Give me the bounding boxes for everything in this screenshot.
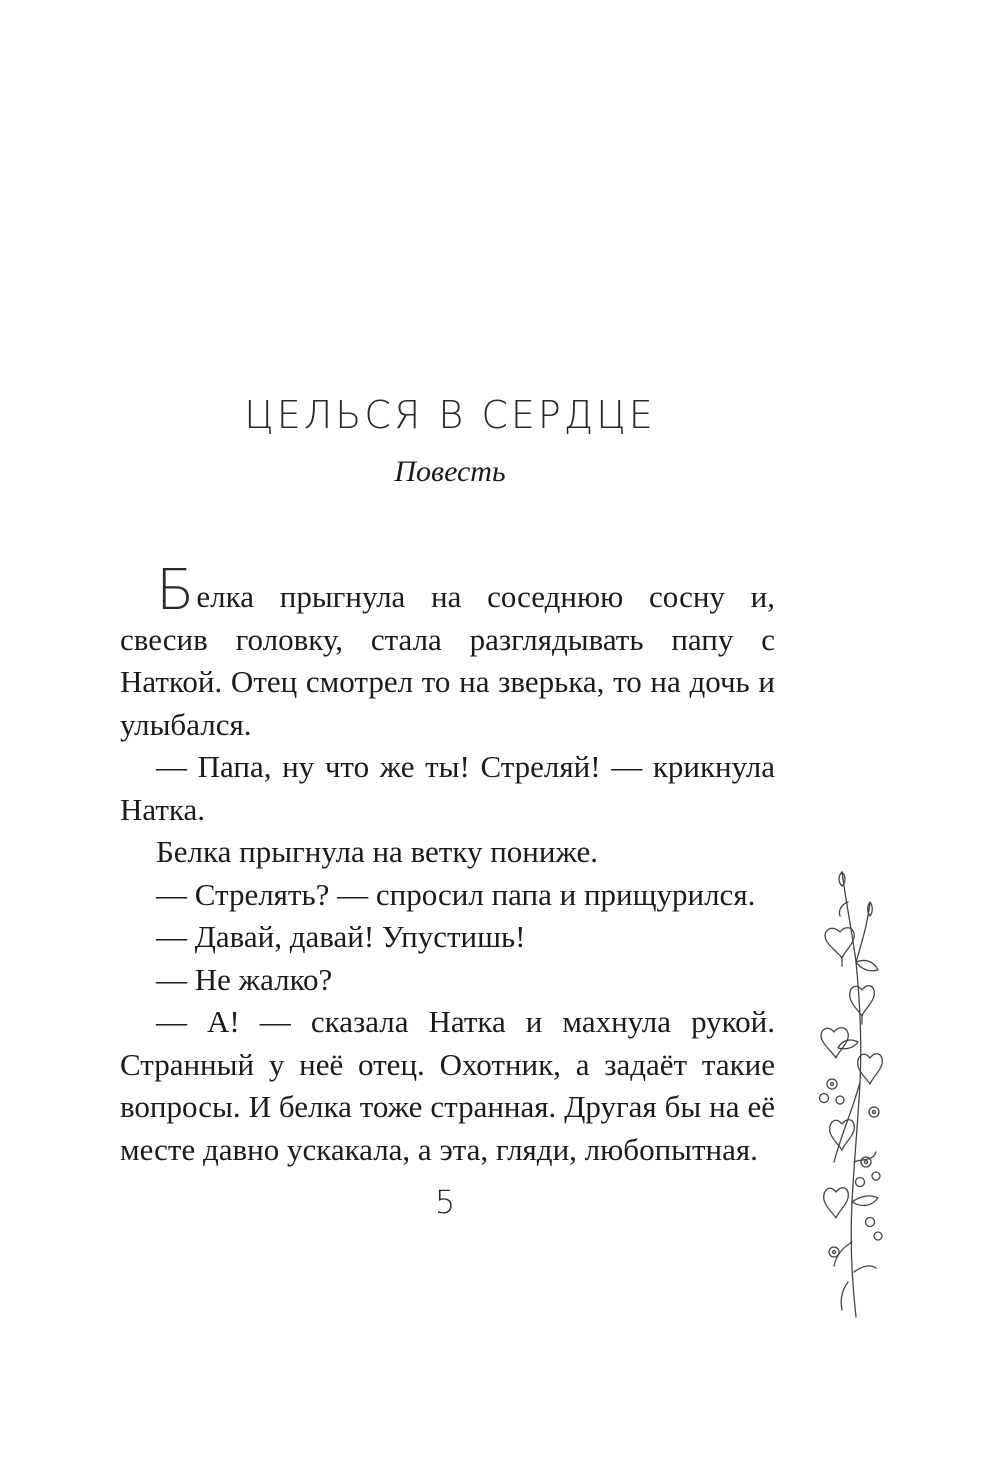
paragraph: — А! — сказала Натка и махнула рукой. Странный у неё отец. Охотник, а задаёт такие вопросы. И белка тоже странная. Другая бы на её месте давно ускакала, а эта, гляди, любопытная. xyxy=(120,1004,775,1167)
first-paragraph-text: елка прыгнула на соседнюю сосну и, свесив головку, стала разглядывать папу с Наткой. Отец смотрел то на зверька, то на дочь и улыбался. xyxy=(120,579,775,742)
first-paragraph xyxy=(120,558,775,746)
chapter-title: ЦЕЛЬСЯ В СЕРДЦЕ xyxy=(244,393,656,437)
page-number: 5 xyxy=(434,1183,456,1221)
paragraph: Белка прыгнула на ветку пониже. xyxy=(156,834,598,869)
drop-cap: Б xyxy=(156,558,195,623)
paragraph: — Папа, ну что же ты! Стреляй! — крикнула Натка. xyxy=(120,749,775,827)
flower-stem-illustration-icon xyxy=(812,862,892,1322)
paragraph: — Давай, давай! Упустишь! xyxy=(156,919,526,954)
paragraph: — Не жалко? xyxy=(156,961,333,997)
story-text xyxy=(120,558,775,1171)
chapter-subtitle: Повесть xyxy=(394,455,506,488)
paragraph: — Стрелять? — спросил папа и прищурился. xyxy=(156,876,756,912)
